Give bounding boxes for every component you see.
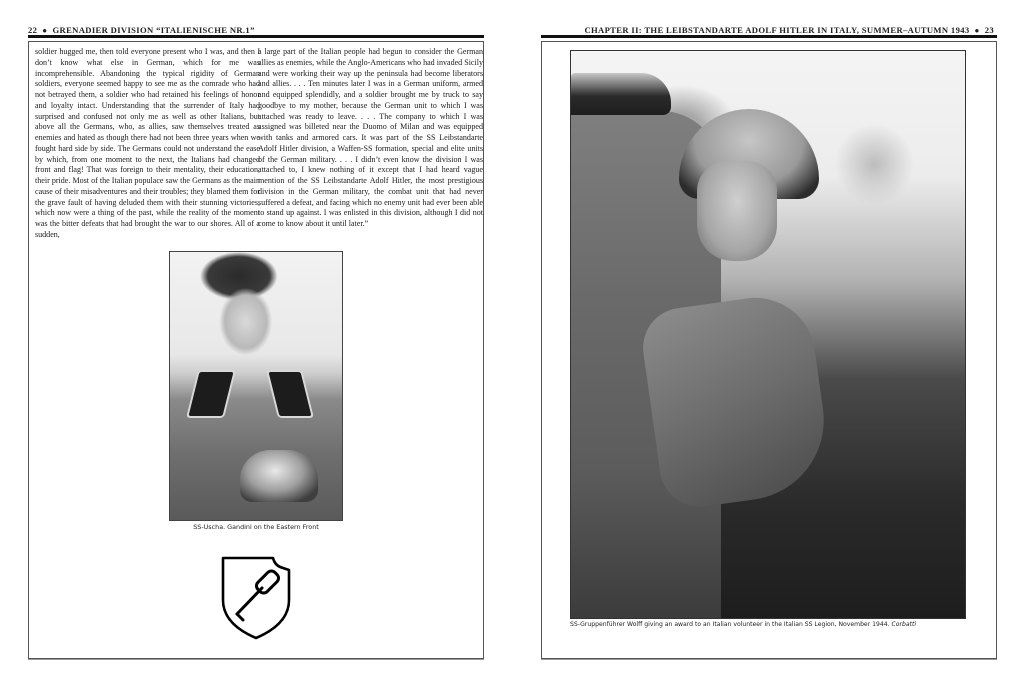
portrait-photo	[169, 251, 343, 521]
bullet-separator-icon: ●	[42, 26, 48, 35]
left-header-rule	[28, 35, 484, 38]
right-running-head-title: CHAPTER II: THE LEIBSTANDARTE ADOLF HITLER IN ITALY, SUMMER–AUTUMN 1943	[584, 25, 970, 35]
body-text-column-1: soldier hugged me, then told everyone present who I was, and then I don’t know what else in German, which for me was incomprehensible. Abandoning the typical rigidity of German soldiers, everyone seemed happy to see me as the comrade who had not betrayed them, a soldier who had retained his feelings of honor and loyalty intact. Understanding that the surrender of Italy had surprised and confused not only me as well as other Italians, but above all the Germans, who, as allies, saw themselves treated as enemies and hated as though there had not been three years when we fought hard side by side. The Germans could not understand the ease by which, from one moment to the next, the Italians had changed front and flag! That was foreign to their mentality, their education, their pride. Most of the Italian populace saw the Germans as the main cause of their misadventures and their troubles; they blamed them for the grave fault of having deluded them with their stunning victories, which now were a thing of the past, while the reality of the moment was the bitter defeats that had brought the war to our shores. All of a sudden,	[35, 47, 260, 239]
hands-holding-bird	[240, 450, 318, 502]
left-page-number: 22	[28, 25, 38, 35]
award-photo-caption	[570, 621, 990, 628]
right-page-number: 23	[984, 25, 994, 35]
award-ceremony-photo	[570, 50, 966, 619]
shield-key-emblem-icon	[219, 554, 294, 640]
body-text-column-2: a large part of the Italian people had begun to consider the German allies as enemies, while the Anglo-Americans who had invaded Sicily and were working their way up the peninsula had become liberators and allies. . . . Ten minutes later I was in a German uniform, armed and equipped splendidly, and a soldier brought me by truck to say goodbye to my mother, because the German unit to which I was attached was ready to leave. . . . The company to which I was assigned was billeted near the Duomo of Milan and was equipped with tanks and armored cars. It was part of the SS Leibstandarte Adolf Hitler division, a Waffen-SS formation, special and elite units of the German military. . . . I didn’t even know the division I was attached to, I knew nothing of it except that I had heard vague mention of the SS Leibstandarte Adolf Hitler, the most prestigious division in the German military, the combat unit that had never suffered a defeat, and facing which no enemy unit had ever been able to stand up against. I was enlisted in this division, although I did not come to know about it until later.”	[258, 47, 483, 228]
soldier-face	[697, 161, 777, 261]
portrait-photo-caption: SS-Uscha. Gandini on the Eastern Front	[193, 523, 319, 531]
collar-patch-right	[266, 370, 314, 418]
officer-arm	[638, 290, 834, 512]
award-photo-caption-text: SS-Gruppenführer Wolff giving an award to an Italian volunteer in the Italian SS Legion, November 1944.	[570, 621, 890, 628]
photo-credit: Corbatti	[891, 621, 917, 628]
officer-cap	[571, 73, 671, 115]
right-header-rule	[541, 35, 997, 38]
collar-patch-left	[186, 370, 236, 418]
bullet-separator-icon: ●	[974, 26, 980, 35]
left-running-head-title: GRENADIER DIVISION “ITALIENISCHE NR.1”	[52, 25, 255, 35]
